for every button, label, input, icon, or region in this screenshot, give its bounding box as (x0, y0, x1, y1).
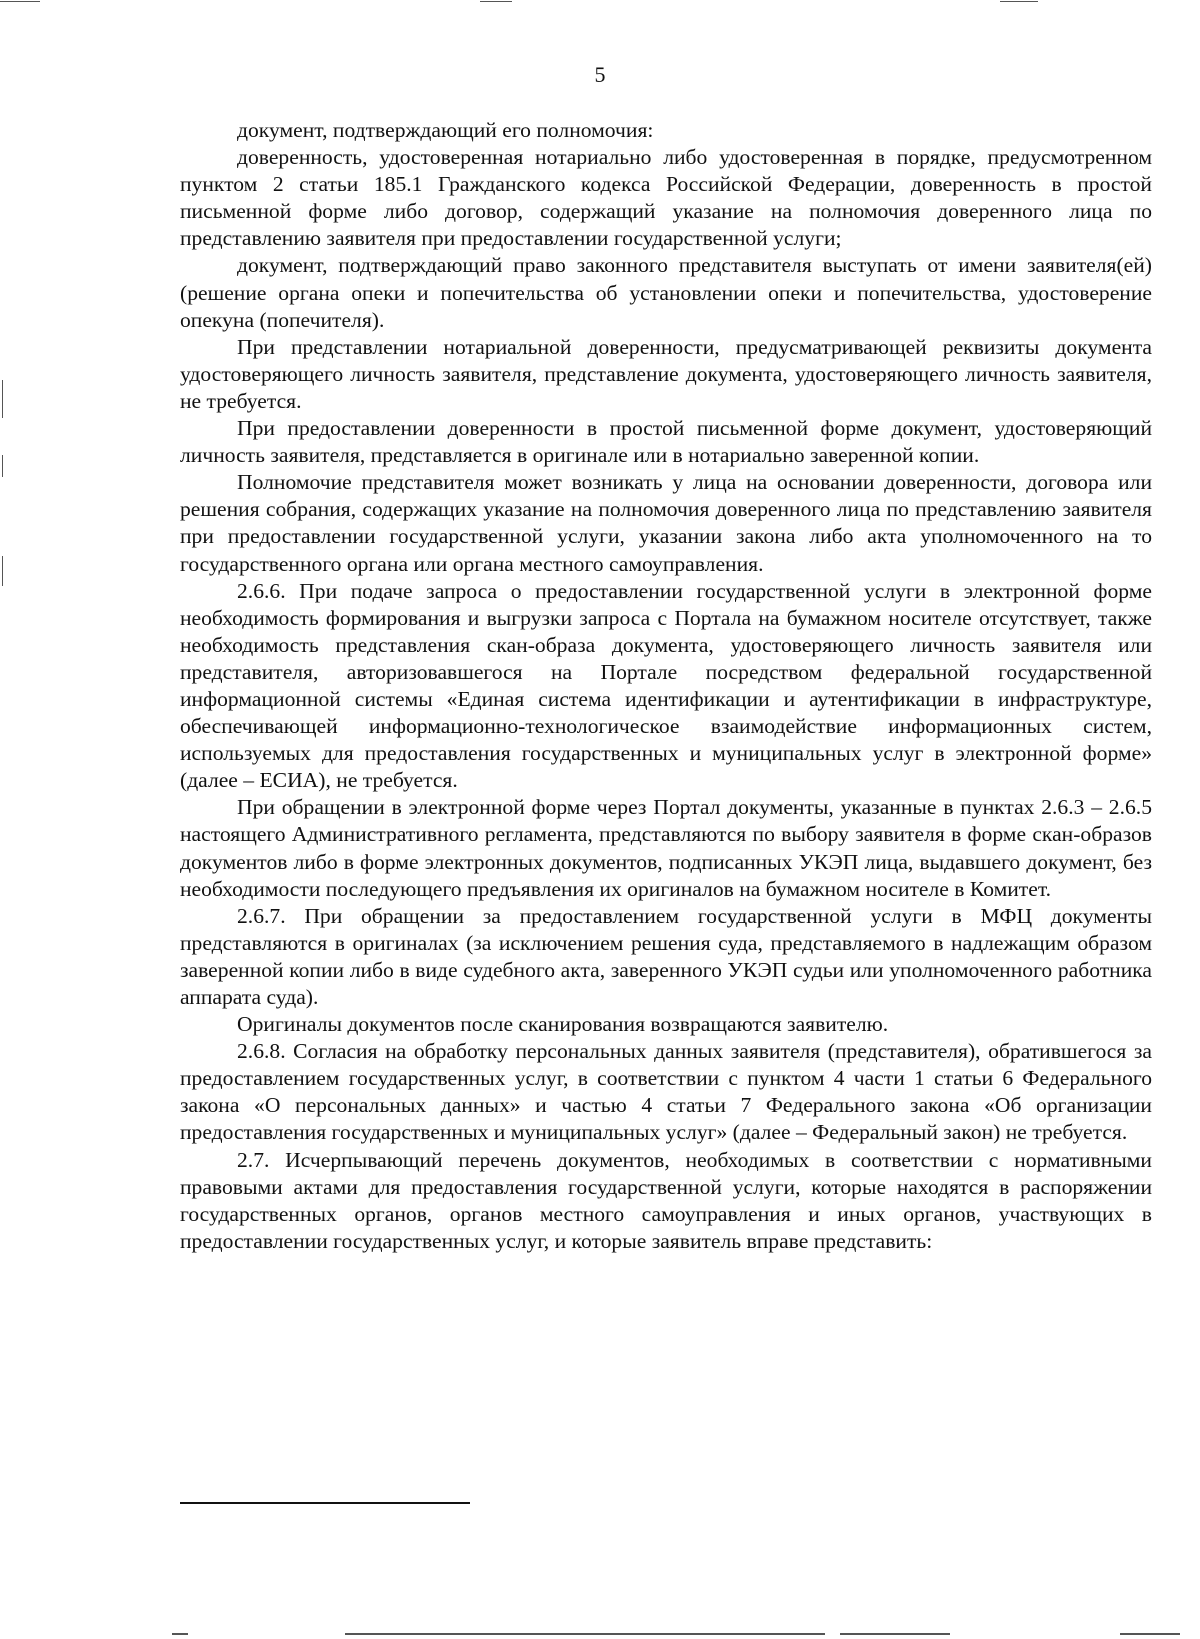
scan-edge-left (2, 556, 3, 586)
paragraph: доверенность, удостоверенная нотариально либо удостоверенная в порядке, предусмотренном пунктом 2 статьи 185.1 Гражданского кодекса Российской Федерации, доверенность в простой письменной форме либо договор, содержащий указание на полномочия доверенного лица по представлению заявителя при предоставлении государственной услуги; (180, 145, 1152, 251)
scan-edge-bottom (172, 1633, 188, 1635)
paragraph: 2.7. Исчерпывающий перечень документов, необходимых в соответствии с нормативными правовыми актами для предоставления государственной услуги, которые находятся в распоряжении государственных органов, органов местного самоуправления и иных органов, участвующих в предоставлении государственных услуг, и которые заявитель вправе представить: (180, 1147, 1152, 1253)
document-body (180, 117, 1152, 1255)
scan-edge-top (0, 1, 40, 2)
paragraph: 2.6.8. Согласия на обработку персональных данных заявителя (представителя), обратившегося за предоставлением государственных услуг, в соответствии с пунктом 4 части 1 статьи 6 Федерального закона «О персональных данных» и частью 4 статьи 7 Федерального закона «Об организации предоставления государственных и муниципальных услуг» (далее – Федеральный закон) не требуется. (180, 1039, 1152, 1145)
paragraph: При обращении в электронной форме через Портал документы, указанные в пунктах 2.6.3 – 2.6.5 настоящего Административного регламента, представляются по выбору заявителя в форме скан-образов документов либо в форме электронных документов, подписанных УКЭП лица, выдавшего документ, без необходимости последующего предъявления их оригиналов на бумажном носителе в Комитет. (180, 795, 1152, 901)
paragraph: документ, подтверждающий право законного представителя выступать от имени заявителя(ей) (решение органа опеки и попечительства об установлении опеки и попечительства, удостоверение опекуна (попечителя). (180, 253, 1152, 332)
scan-edge-top (1000, 1, 1038, 2)
footnote-separator (180, 1502, 470, 1504)
paragraph: Полномочие представителя может возникать у лица на основании доверенности, договора или решения собрания, содержащих указание на полномочия доверенного лица по представлению заявителя при предоставлении государственной услуги, указании закона либо акта уполномоченного на то государственного органа или органа местного самоуправления. (180, 470, 1152, 576)
scan-edge-top (480, 1, 512, 2)
paragraph: При представлении нотариальной доверенности, предусматривающей реквизиты документа удостоверяющего личность заявителя, представление документа, удостоверяющего личность заявителя, не требуется. (180, 334, 1152, 413)
paragraph: При предоставлении доверенности в простой письменной форме документ, удостоверяющий личность заявителя, представляется в оригинале или в нотариально заверенной копии. (180, 416, 1152, 468)
paragraph: Оригиналы документов после сканирования возвращаются заявителю. (237, 1012, 889, 1037)
paragraph: 2.6.7. При обращении за предоставлением государственной услуги в МФЦ документы представляются в оригиналах (за исключением решения суда, представляемого в надлежащим образом заверенной копии либо в виде судебного акта, заверенного УКЭП судьи или уполномоченного работника аппарата суда). (180, 903, 1152, 1009)
page-number: 5 (594, 62, 606, 87)
paragraph: 2.6.6. При подаче запроса о предоставлении государственной услуги в электронной форме необходимость формирования и выгрузки запроса с Портала на бумажном носителе отсутствует, также необходимость представления скан-образа документа, удостоверяющего личность заявителя или представителя, авторизовавшегося на Портале посредством федеральной государственной информационной системы «Единая система идентификации и аутентификации в инфраструктуре, обеспечивающей информационно-технологическое взаимодействие информационных систем, используемых для предоставления государственных и муниципальных услуг в электронной форме» (далее – ЕСИА), не требуется. (180, 578, 1152, 793)
scan-edge-bottom (1120, 1633, 1180, 1635)
scan-edge-left (2, 455, 3, 477)
scan-edge-bottom (840, 1633, 950, 1635)
scan-edge-left (2, 380, 3, 418)
paragraph: документ, подтверждающий его полномочия: (237, 118, 654, 142)
scan-edge-bottom (345, 1633, 825, 1635)
